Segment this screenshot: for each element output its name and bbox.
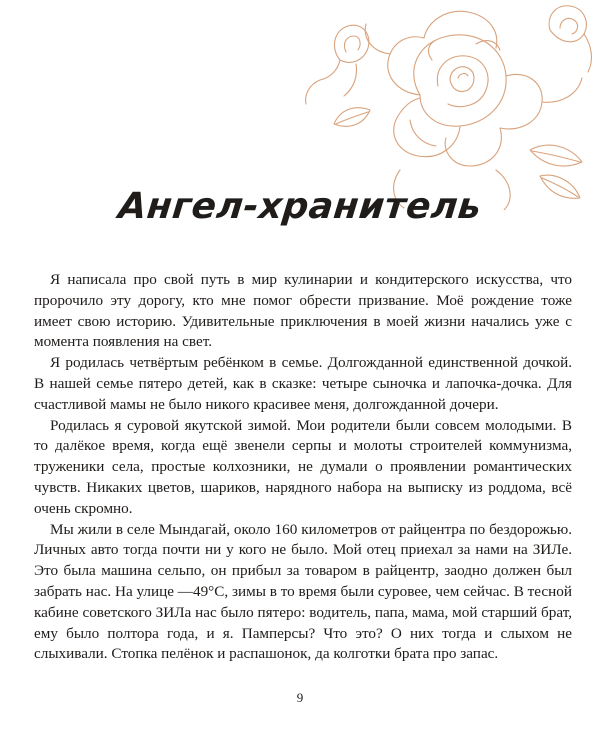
paragraph-1: Я написала про свой путь в мир кулинарии и кондитерского искусства, что пророчило эту дорогу, кто мне помог обрести призвание. Моё рождение тоже имеет свою историю. Удивительные приключения в моей жизни начались уже с момента появления на свет. bbox=[34, 271, 572, 351]
chapter-title: Ангел-хранитель bbox=[116, 186, 484, 227]
rose-illustration-icon bbox=[300, 0, 600, 210]
paragraph-2: Я родилась четвёртым ребёнком в семье. Долгожданной единственной дочкой. В нашей семье пятеро детей, как в сказке: четыре сыночка и лапочка-дочка. Для счастливой мамы не было никого красивее меня, долгожданной дочери. bbox=[34, 354, 572, 413]
rose-bud-left bbox=[320, 25, 369, 96]
chapter-body bbox=[34, 270, 572, 665]
paragraph-4: Мы жили в селе Мындагай, около 160 километров от райцентра по бездорожью. Личных авто тогда почти ни у кого не было. Мой отец приехал за нами на ЗИЛе. Это была машина сельпо, он прибыл за товаром в райцентр, заодно должен был забрать нас. На улице —49°С, зимы в то время были суровее, чем сейчас. В тесной кабине советского ЗИЛа нас было пятеро: водитель, папа, мама, мой старший брат, ему было полтора года, и я. Памперсы? Что это? О них тогда и слыхом не слыхивали. Стопка пелёнок и распашонок, да колготки брата про запас. bbox=[34, 520, 572, 663]
page-number: 9 bbox=[296, 690, 304, 705]
rose-main-flower bbox=[365, 11, 582, 166]
paragraph-3: Родилась я суровой якутской зимой. Мои родители были совсем молодыми. В то далёкое время, когда ещё звенели серпы и молоты строителей коммунизма, труженики села, простые колхозники, не думали о проявлении романтических чувств. Никаких цветов, шариков, нарядного набора на выписку из роддома, всё очень скромно. bbox=[34, 416, 572, 517]
rose-bud-right bbox=[549, 6, 591, 72]
